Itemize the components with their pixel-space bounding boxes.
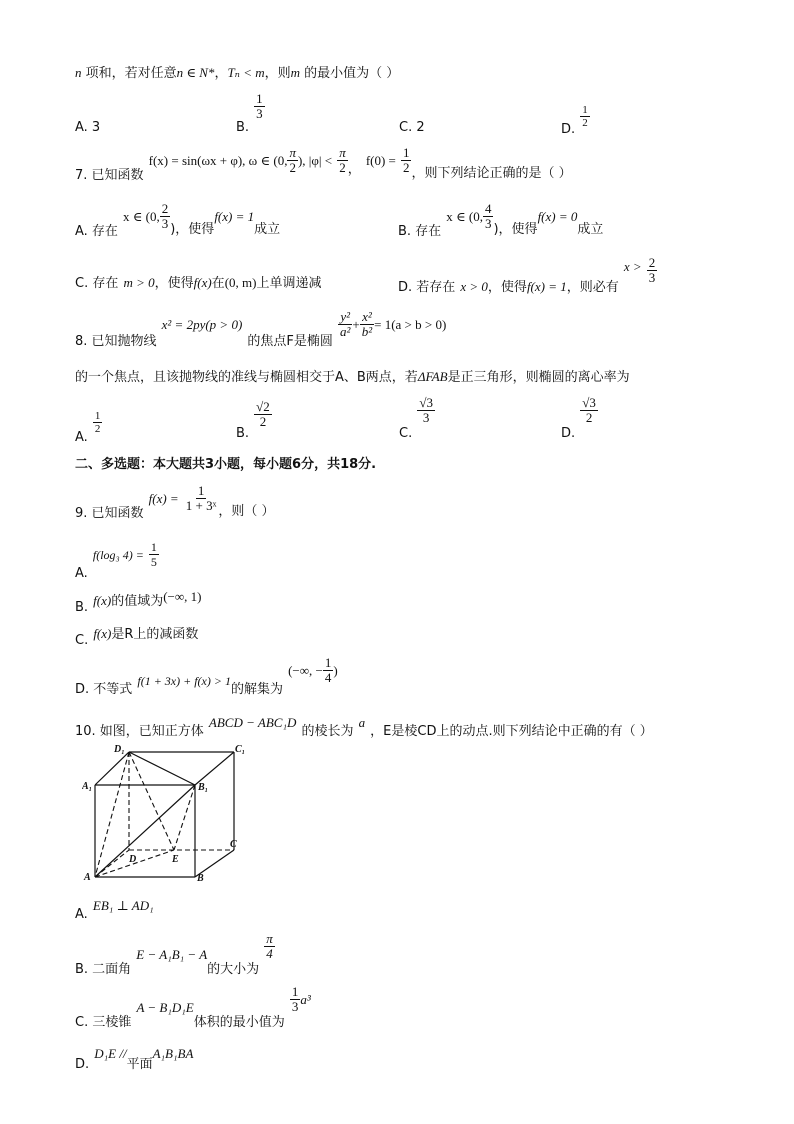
edge-b1-c1 [195,752,234,785]
cube-figure [82,740,252,885]
q7-option-b: $_{B. 存在}$ x ∈ (0, $\frac{4}{3}$ $_{),使得}f(x) = 0_{成立}$ [398,201,604,239]
q6-option-a: A. 3 [75,120,101,135]
q10-option-b: $_{B. 二面角}$ $_{E - A_1B_1 - A的大小为}$ $\frac{\pi}{4}$ [75,931,273,977]
hidden-segment-d1-e [129,752,174,850]
label-d1: D₁ [114,744,125,755]
q9-stem: $_{9. 已知函数}$ f(x) = $\frac{1}{\text{1 + 3ˣ}}$ $_{,则( )}$ [75,483,275,521]
q8-stem-line2: 的一个焦点，且该抛物线的准线与椭圆相交于A、B两点，若ΔFAB是正三角形，则椭圆的离心率为 [75,369,630,385]
hidden-segment-d1-a [95,752,129,877]
q6-option-c: C. 2 [399,120,425,135]
q8-option-c: $_{C.}$ $\frac{√3}{3}$ [399,395,433,441]
label-e: E [172,854,179,865]
q7-option-a: $_{A. 存在}$ x ∈ (0, $\frac{2}{3}$ $_{),使得}f(x) = 1_{成立}$ [75,201,281,239]
q7-option-c: C. 存在 m > 0，使得f(x)在(0, m)上单调递减 [75,275,322,291]
q9-option-d: $_{D. 不等式}$ $_{f(1 + 3x) + f(x) > 1的解集为}$ (−∞, − $\frac{1}{4}$ ) [75,655,338,697]
segment-d1-b1 [129,752,195,785]
q7-option-d: $_{D. 若存在}$ $_{x > 0,使得f(x) = 1,则必有}$ $^{x >}$ $\frac{2}{3}$ [398,255,656,295]
q8-option-a: $_{A.}$ $\frac{1}{2}$ [75,410,101,445]
q10-stem: $_{10. 如图,已知正方体}$ ABCD − ABC₁D $_{的棱长为}$ a $_{,E是棱CD上的动点.则下列结论中正确的有( )}$ [75,715,653,739]
section-heading-multi-choice: 二、多选题：本大题共3小题，每小题6分，共18分. [75,457,377,472]
q9-option-b: $_{B.}$ f(x)的值域为$^{(-\infty, 1)}$ [75,589,202,615]
label-c1: C₁ [235,744,246,755]
edge-a1-d1 [95,752,129,785]
q10-option-c: $_{C. 三棱锥}$ $_{A - B_1D_1E体积的最小值为}$ $\frac{1}{3}$ a³ [75,984,311,1030]
label-c: C [230,839,237,850]
label-a: A [84,872,91,883]
label-a1: A₁ [82,781,93,792]
q8-option-b: $_{B.}$ $\frac{√2}{2}$ [236,399,270,441]
q6-option-d: $_{D.}$ $\frac{1}{2}$ [561,104,588,137]
label-b: B [197,873,204,884]
q8-stem-line1: $_{8. 已知抛物线}$ x² = 2py(p > 0) $_{的焦点F是椭圆}$ $\frac{\text{y²}}{\text{a²}}$ + $\frac{\text{x²}}{\text{b²}}$ = 1(a > b > 0) [75,309,447,349]
q8-option-d: $_{D.}$ $\frac{√3}{2}$ [561,395,596,441]
q10-option-a: $_{A.}$ EB₁ ⊥ AD₁ [75,898,154,922]
q9-option-a: $_{A.}$ f(log₃ 4) = $\frac{1}{5}$ [75,540,157,581]
label-b1: B₁ [198,782,209,793]
q6-option-b: $_{B.}$ $\frac{1}{3}$ [236,91,263,135]
q10-option-d: $_{D.}$ D₁E $//_{平面}A_1B_1BA$ [75,1046,194,1072]
q9-option-c: $_{C.}$ f(x)是R上的减函数 [75,626,199,648]
label-d: D [129,854,137,865]
q6-stem: n 项和，若对任意n ∈ N*，Tₙ < m，则m 的最小值为（ ） [75,65,400,81]
q7-stem: $_{7. 已知函数}$ f(x) = sin(ωx + φ), ω ∈ (0, $\frac{\pi}{2}$ ), |φ| < $\frac{\pi}{2}$ $_,$ f(0) = $\frac{1}{2}$ $_{,则下列结论正确的是( )}$ [75,145,572,183]
